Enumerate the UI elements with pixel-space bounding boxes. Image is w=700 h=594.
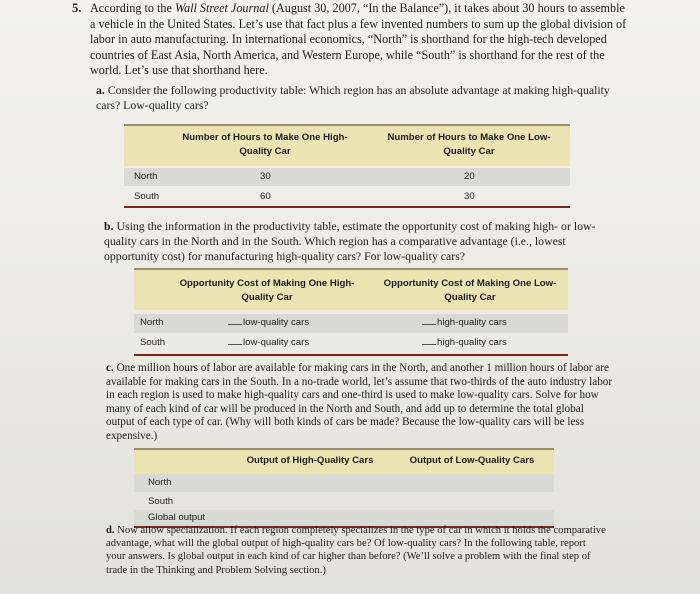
- row-label-north: North: [148, 477, 172, 488]
- table-bottom-rule: [134, 354, 568, 356]
- table-row: [134, 334, 568, 353]
- part-b-question: b. Using the information in the productivity table, estimate the opportunity cost of making high- or low-quality cars in the North and in the South. Which region has a comparative advantage (i.e., lowest opportunity cost) for manufacturing high-quality cars? For low-quality cars?: [104, 219, 596, 263]
- col-header-high-cost: Opportunity Cost of Making One High-Quality Car: [179, 278, 355, 303]
- answer-blank[interactable]: [228, 324, 242, 325]
- answer-blank[interactable]: [228, 344, 242, 345]
- cell-south-low: 30: [464, 191, 475, 202]
- table-row: [124, 168, 570, 186]
- answer-blank[interactable]: [422, 344, 436, 345]
- row-label-south: South: [134, 191, 160, 202]
- cell-south-cost-low: high-quality cars: [422, 337, 507, 348]
- answer-blank[interactable]: [422, 324, 436, 325]
- cell-south-cost-high: low-quality cars: [228, 337, 309, 348]
- row-label-south: South: [148, 496, 174, 507]
- col-header-low-output: Output of Low-Quality Cars: [409, 455, 535, 466]
- table-row: [134, 493, 554, 511]
- cell-north-low: 20: [464, 171, 475, 182]
- question-number: 5.: [72, 1, 82, 15]
- opportunity-cost-table: [134, 268, 568, 356]
- col-header-low: Number of Hours to Make One Low-Quality Car: [387, 132, 551, 157]
- col-header-high: Number of Hours to Make One High-Quality Car: [182, 132, 348, 157]
- row-label-south: South: [140, 337, 166, 348]
- row-label-global: Global output: [148, 512, 206, 523]
- row-label-north: North: [134, 171, 158, 182]
- col-header-low-cost: Opportunity Cost of Making One Low-Quality Car: [383, 278, 557, 303]
- col-header-high-output: Output of High-Quality Cars: [246, 455, 374, 466]
- table-row: [134, 474, 554, 492]
- table-bottom-rule: [124, 206, 570, 208]
- cell-north-cost-low: high-quality cars: [422, 317, 507, 328]
- table-row: [134, 314, 568, 333]
- no-trade-output-table: [134, 448, 554, 528]
- cell-north-cost-high: low-quality cars: [228, 317, 309, 328]
- source-title: Wall Street Journal: [174, 1, 269, 15]
- part-a-question: a. Consider the following productivity table: Which region has an absolute advantage at making high-quality cars? Low-quality cars?: [96, 83, 610, 112]
- cell-north-high: 30: [260, 171, 271, 182]
- part-c-question: c. One million hours of labor are available for making cars in the North, and another 1 million hours of labor are available for making cars in the South. In a no-trade world, let’s assume that two-thirds of the auto industry labor in each region is used to make high-quality cars and one-third is used to make low-quality cars. Solve for how many of each kind of car will be produced in the North and South, and add up to determine the total global output of each type of car. (Why will both kinds of cars be made? Because the low-quality cars will be less expensive.): [106, 362, 613, 442]
- part-d-question: d. Now allow specialization. If each region completely specializes in the type of car in which it holds the comparative advantage, what will the global output of high-quality cars be? Of low-quality cars? In the following table, report your answers. Is global output in each kind of car higher than before? (We’ll solve a problem with the final step of trade in the Thinking and Problem Solving section.): [106, 525, 606, 576]
- cell-south-high: 60: [260, 191, 271, 202]
- intro-paragraph: According to the Wall Street Journal (August 30, 2007, “In the Balance”), it takes about 30 hours to assemble a vehicle in the United States. Let’s use that fact plus a few invented numbers to sum up the global division of labor in auto manufacturing. In international economics, “North” is shorthand for the high-tech developed countries of East Asia, North America, and Western Europe, while “South” is shorthand for the rest of the world. Let’s use that shorthand here.: [90, 1, 627, 77]
- productivity-table: [124, 124, 570, 208]
- row-label-north: North: [140, 317, 164, 328]
- table-row: [124, 188, 570, 206]
